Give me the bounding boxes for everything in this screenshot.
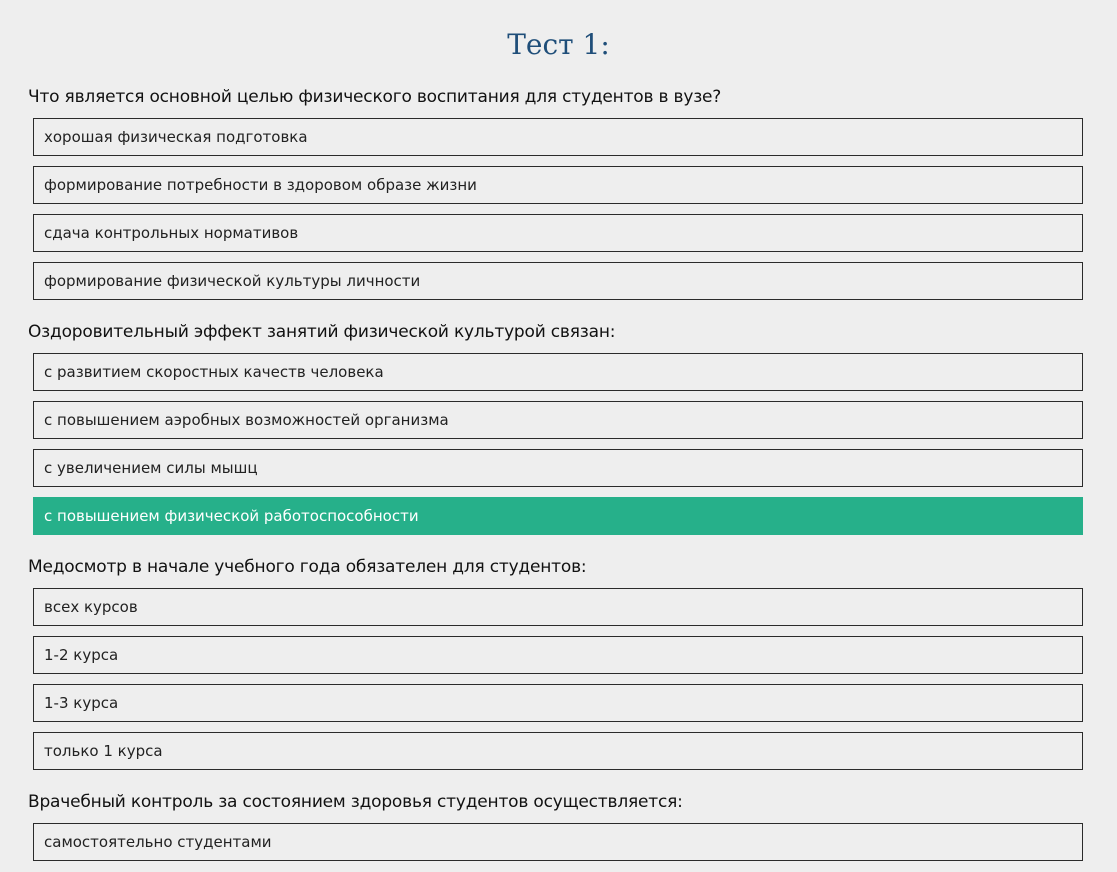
answer-option[interactable]: сдача контрольных нормативов [33, 214, 1083, 252]
question-list [0, 85, 1117, 861]
question-2 [0, 320, 1117, 535]
answer-option[interactable]: самостоятельно студентами [33, 823, 1083, 861]
answer-option[interactable]: формирование физической культуры личности [33, 262, 1083, 300]
answer-option[interactable]: с увеличением силы мышц [33, 449, 1083, 487]
answer-option[interactable]: с развитием скоростных качеств человека [33, 353, 1083, 391]
question-text: Врачебный контроль за состоянием здоровья студентов осуществляется: [28, 792, 683, 812]
answer-list [0, 588, 1117, 770]
answer-list [0, 353, 1117, 535]
question-3 [0, 555, 1117, 770]
answer-list [0, 118, 1117, 300]
question-text: Что является основной целью физического воспитания для студентов в вузе? [28, 87, 722, 107]
answer-option[interactable]: 1-3 курса [33, 684, 1083, 722]
answer-option-selected[interactable]: с повышением физической работоспособности [33, 497, 1083, 535]
question-text: Оздоровительный эффект занятий физической культурой связан: [28, 322, 616, 342]
page-title: Тест 1: [507, 28, 610, 61]
answer-option[interactable]: с повышением аэробных возможностей организма [33, 401, 1083, 439]
question-4 [0, 790, 1117, 861]
answer-option[interactable]: хорошая физическая подготовка [33, 118, 1083, 156]
question-text: Медосмотр в начале учебного года обязателен для студентов: [28, 557, 587, 577]
question-1 [0, 85, 1117, 300]
answer-option[interactable]: формирование потребности в здоровом образе жизни [33, 166, 1083, 204]
answer-option[interactable]: 1-2 курса [33, 636, 1083, 674]
answer-option[interactable]: только 1 курса [33, 732, 1083, 770]
answer-option[interactable]: всех курсов [33, 588, 1083, 626]
answer-list [0, 823, 1117, 861]
